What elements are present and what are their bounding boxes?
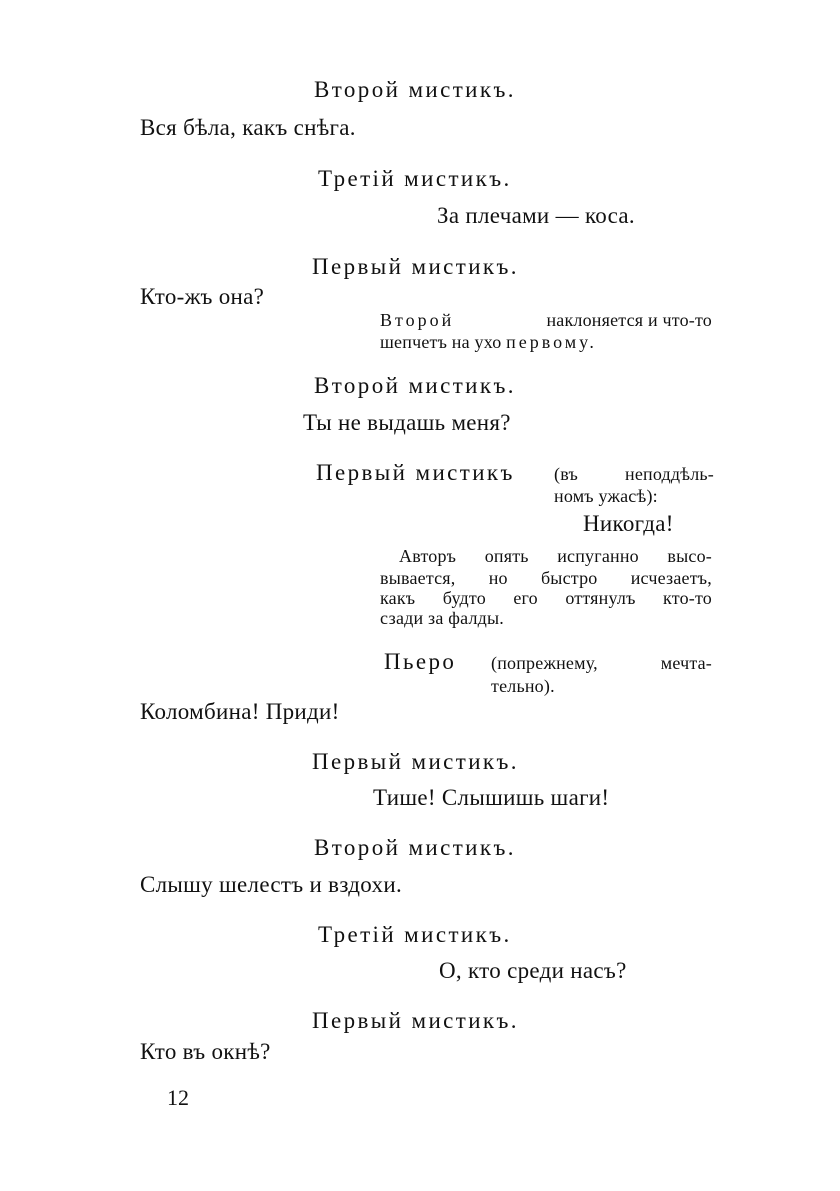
dialogue-line: О, кто среди насъ?: [439, 958, 627, 983]
stage-direction-text: шепчетъ на ухо: [380, 332, 502, 352]
stage-direction-text: (въ: [554, 464, 578, 484]
speaker-heading: Первый мистикъ.: [312, 749, 519, 774]
stage-direction-text: неподдѣль-: [624, 464, 714, 484]
stage-direction-line: сзади за фалды.: [380, 608, 504, 628]
stage-direction-word: вывается,: [380, 568, 456, 588]
stage-direction-line: [399, 547, 712, 565]
stage-direction-word: будто: [442, 588, 486, 608]
dialogue-line: Кто-жъ она?: [140, 284, 265, 309]
dialogue-line: За плечами — коса.: [437, 203, 635, 228]
dialogue-line: Вся бѣла, какъ снѣга.: [140, 115, 356, 140]
speaker-heading: Второй мистикъ.: [314, 835, 516, 860]
dialogue-line: Ты не выдашь меня?: [303, 410, 511, 435]
speaker-heading: Третій мистикъ.: [318, 922, 512, 947]
stage-direction-actor: Второй: [380, 310, 455, 330]
dialogue-line: Никогда!: [583, 511, 674, 536]
stage-direction-word: Авторъ: [399, 546, 457, 566]
speaker-heading: Третій мистикъ.: [318, 166, 512, 191]
stage-direction-word: опять: [484, 546, 529, 566]
speaker-name: Первый мистикъ: [316, 460, 515, 485]
stage-direction-word: оттянулъ: [565, 588, 636, 608]
speaker-name: Пьеро: [384, 649, 457, 674]
stage-direction-word: высо-: [667, 546, 712, 566]
stage-direction-word: кто-то: [663, 588, 712, 608]
stage-direction-target: первому.: [506, 332, 597, 352]
speaker-heading: Второй мистикъ.: [314, 77, 516, 102]
stage-direction-line: [380, 333, 597, 351]
stage-direction-text: наклоняется и что-то: [546, 310, 712, 330]
speaker-heading: Второй мистикъ.: [314, 373, 516, 398]
stage-direction-word: исчезаетъ,: [630, 568, 712, 588]
stage-direction-line: [380, 569, 712, 587]
dialogue-line: Слышу шелестъ и вздохи.: [140, 872, 402, 897]
stage-direction-line: [380, 311, 712, 329]
speaker-heading: Первый мистикъ.: [312, 254, 519, 279]
stage-direction-word: но: [488, 568, 508, 588]
stage-direction-line: [554, 465, 714, 483]
stage-direction-text: (попрежнему,: [491, 653, 598, 673]
stage-direction-word: быстро: [540, 568, 598, 588]
stage-direction-line: номъ ужасѣ):: [554, 486, 658, 506]
dialogue-line: Коломбина! Приди!: [140, 699, 340, 724]
dialogue-line: Кто въ окнѣ?: [140, 1039, 271, 1064]
stage-direction-text: мечта-: [660, 653, 712, 673]
stage-direction-word: его: [513, 588, 538, 608]
stage-direction-word: какъ: [380, 588, 416, 608]
stage-direction-line: [380, 589, 712, 607]
dialogue-line: Тише! Слышишь шаги!: [373, 785, 610, 810]
speaker-heading-with-direction: [384, 650, 456, 673]
stage-direction-line: [491, 654, 712, 672]
speaker-heading: Первый мистикъ.: [312, 1008, 519, 1033]
page-number: 12: [167, 1085, 189, 1110]
speaker-heading-with-direction: [316, 461, 515, 484]
stage-direction-line: тельно).: [491, 676, 555, 696]
stage-direction-word: испуганно: [557, 546, 639, 566]
